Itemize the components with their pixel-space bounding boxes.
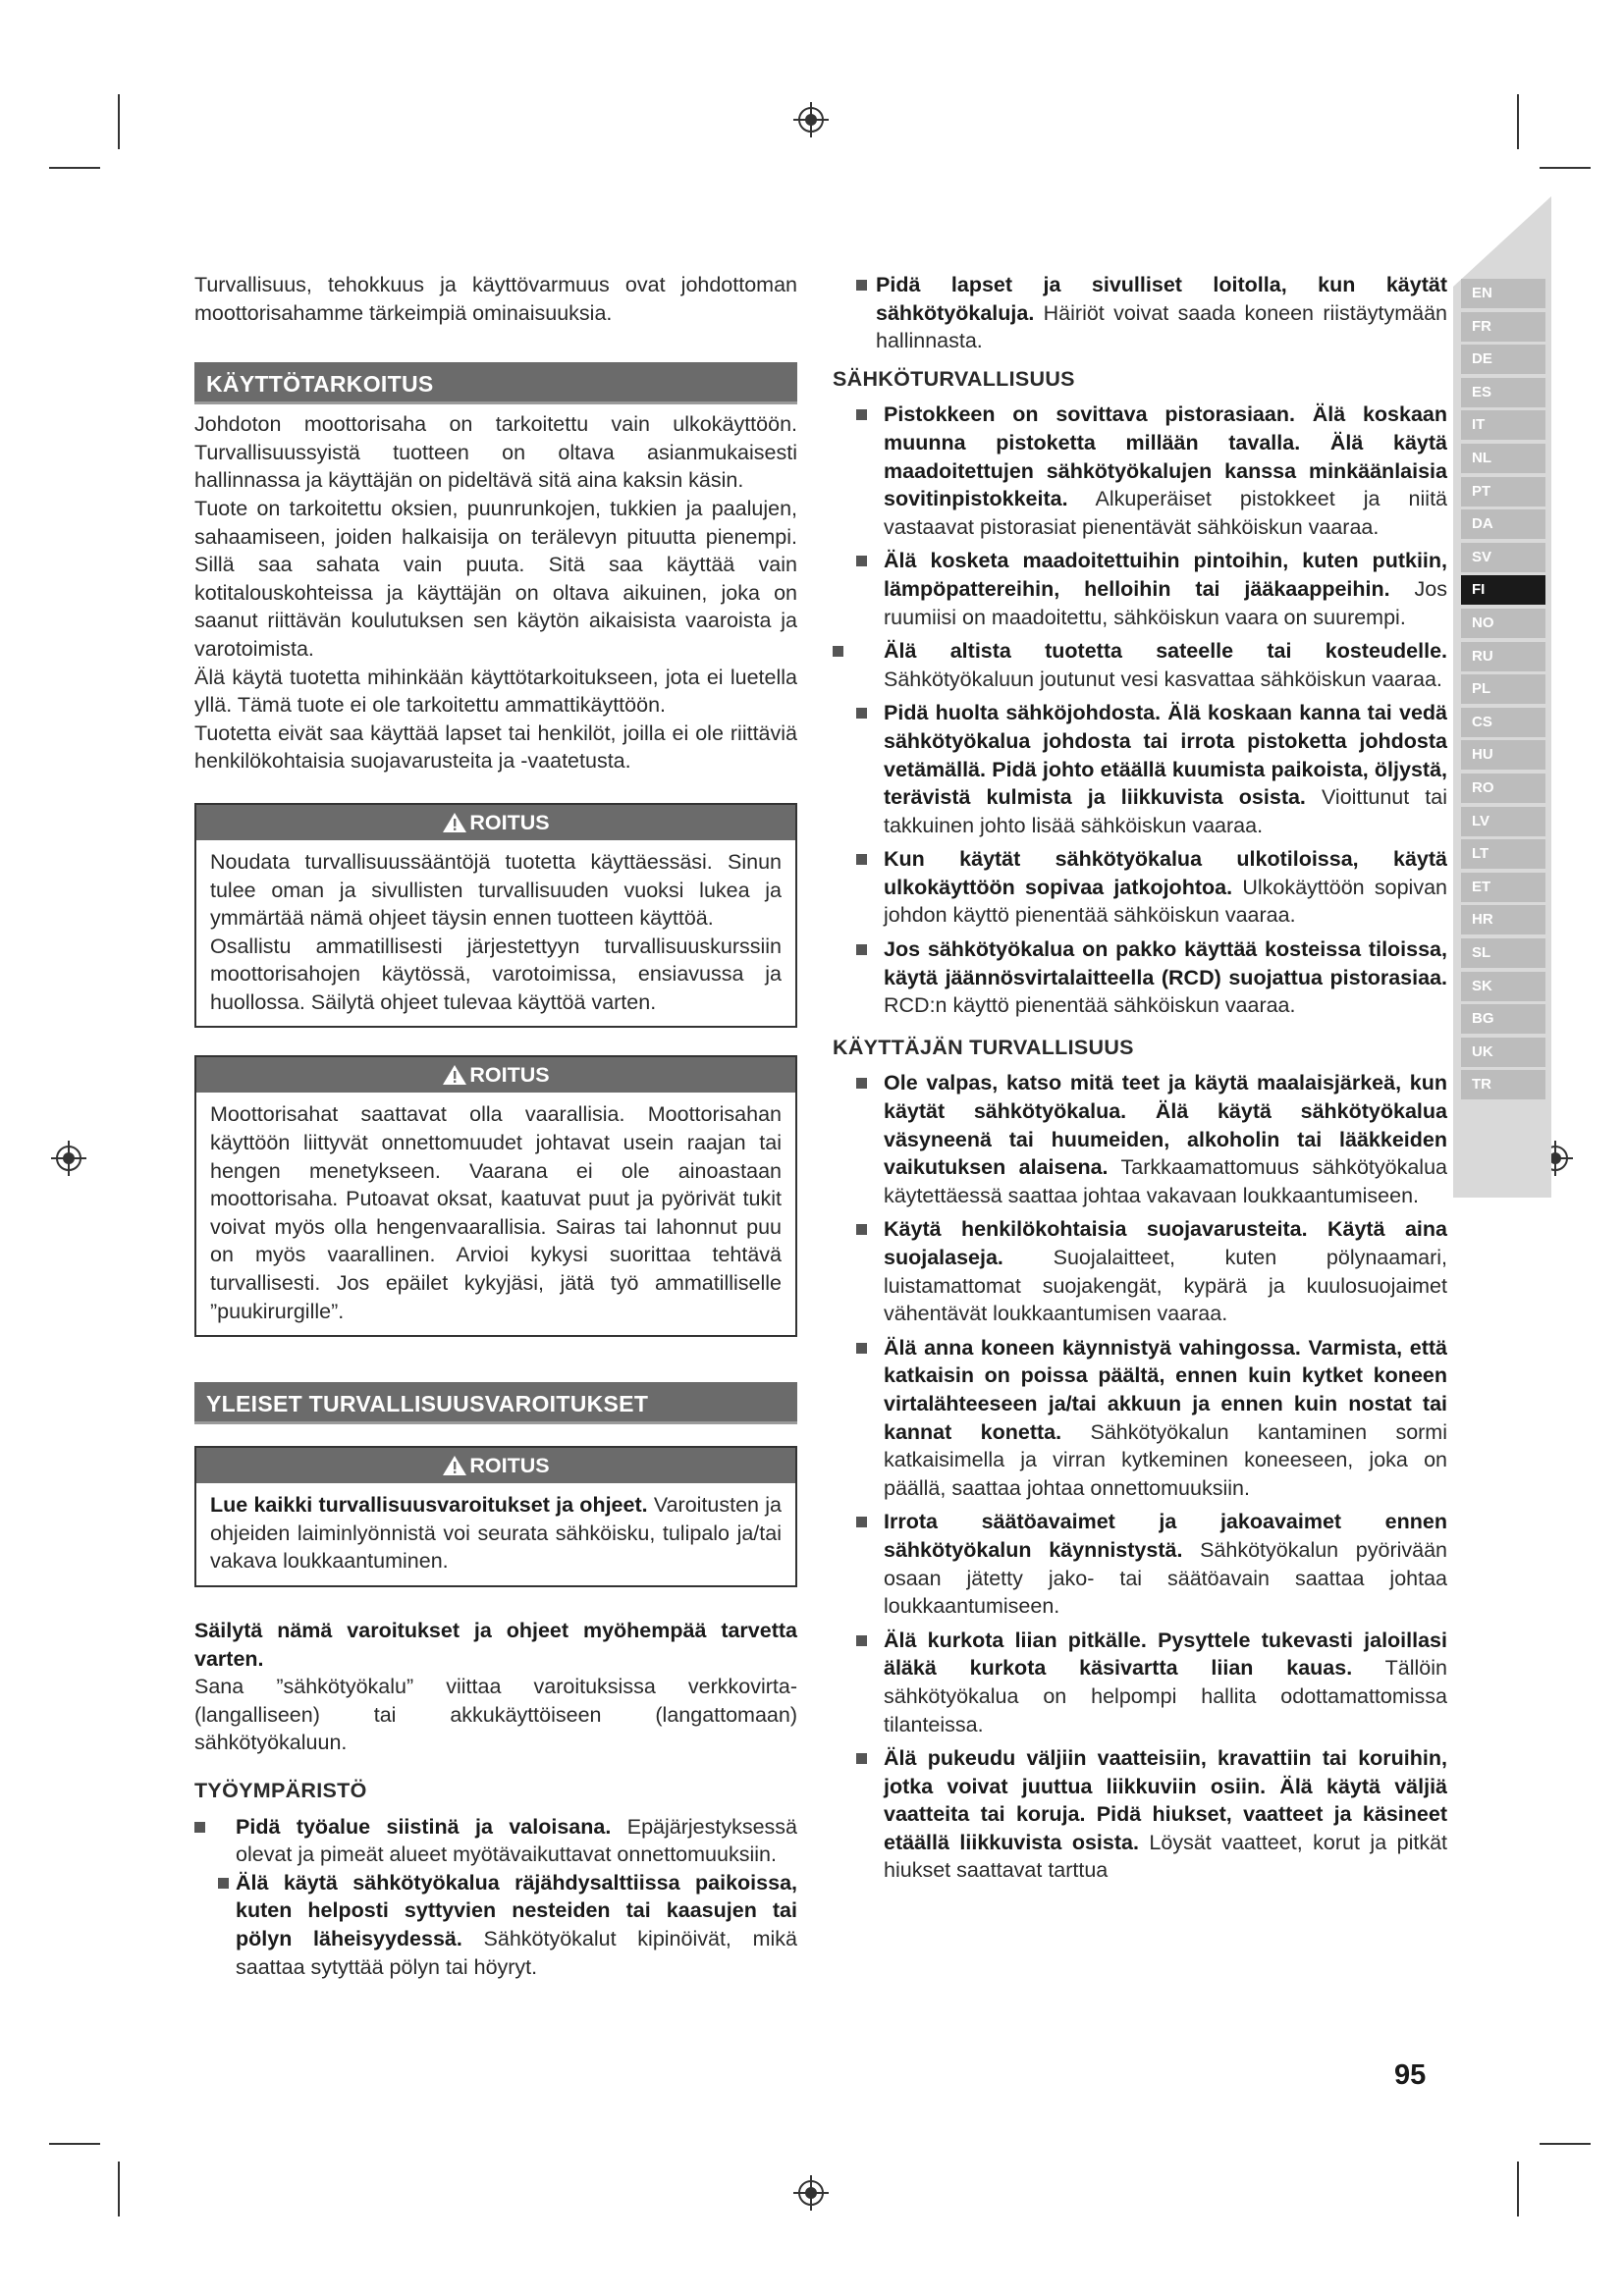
list-item-text: Löysät vaatteet, korut ja pitkät hiukset saattavat tarttua xyxy=(884,1830,1448,1883)
language-tab-fr[interactable]: FR xyxy=(1461,312,1545,342)
language-tab-lt[interactable]: LT xyxy=(1461,839,1545,869)
language-tab-hu[interactable]: HU xyxy=(1461,740,1545,770)
power-tool-term-text: Sana ”sähkötyökalu” viittaa varoituksissa verkkovirta- (langalliseen) tai akkukäyttöiseen (langattomaan) sähkötyökaluun. xyxy=(194,1675,797,1755)
language-tab-hr[interactable]: HR xyxy=(1461,905,1545,934)
bullet-square-icon xyxy=(856,1224,867,1235)
list-item-text: Sähkötyökalun kantaminen sormi katkaisimella ja virran kytkeminen koneeseen, joka on päällä, saattaa johtaa onnettomuuksiin. xyxy=(884,1419,1447,1500)
language-tab-uk[interactable]: UK xyxy=(1461,1038,1545,1067)
crop-mark xyxy=(1517,2162,1519,2216)
language-tab-nl[interactable]: NL xyxy=(1461,444,1545,473)
bullet-square-icon xyxy=(194,1822,205,1833)
language-tab-sk[interactable]: SK xyxy=(1461,972,1545,1001)
list-item xyxy=(833,845,1447,930)
language-tab-en[interactable]: EN xyxy=(1461,279,1545,308)
list-item xyxy=(833,1069,1447,1209)
warning-box xyxy=(194,1446,797,1587)
intro-text: Turvallisuus, tehokkuus ja käyttövarmuus ovat johdottoman moottorisahamme tärkeimpiä ominaisuuksia. xyxy=(194,273,797,325)
crop-mark xyxy=(1540,167,1591,169)
language-tab-es[interactable]: ES xyxy=(1461,378,1545,407)
list-item-text: Sähkötyökalun pyörivään osaan jätetty jako- tai säätöavain saattaa johtaa loukkaantumiseen. xyxy=(884,1537,1448,1619)
list-item-bold: Irrota säätöavaimet ja jakoavaimet ennen sähkötyökalun käynnistystä. xyxy=(884,1510,1447,1562)
list-item-bold: Älä kosketa maadoitettuihin pintoihin, kuten putkiin, lämpöpattereihin, helloihin tai jääkaappeihin. xyxy=(884,549,1447,601)
bullet-square-icon xyxy=(218,1878,229,1889)
crop-mark xyxy=(49,2143,100,2145)
language-tab-de[interactable]: DE xyxy=(1461,345,1545,374)
warning-triangle-icon xyxy=(442,1455,467,1476)
warning-box xyxy=(194,803,797,1029)
language-tab-pt[interactable]: PT xyxy=(1461,477,1545,507)
bullet-square-icon xyxy=(856,556,867,566)
list-item-text: RCD:n käyttö pienentää sähköiskun vaaraa. xyxy=(884,993,1296,1018)
warning-title: ROITUS xyxy=(469,1063,550,1088)
list-item xyxy=(833,1744,1447,1885)
bullet-square-icon xyxy=(856,1635,867,1646)
list-item-bold: Pidä työalue siistinä ja valoisana. xyxy=(236,1814,612,1839)
intended-use-paragraph: Tuotetta eivät saa käyttää lapset tai henkilöt, joilla ei ole riittäviä henkilökohtaisia suojavarusteita ja -vaatetusta. xyxy=(194,721,797,774)
list-item-bold: Pistokkeen on sovittava pistorasiaan. Älä koskaan muunna pistoketta millään tavalla. Älä käytä maadoitettujen sähkötyökalujen kanssa minkäänlaisia sovitinpistokkeita. xyxy=(884,402,1447,511)
list-item xyxy=(833,935,1447,1020)
left-column xyxy=(194,271,797,1981)
language-tab-sl[interactable]: SL xyxy=(1461,938,1545,968)
language-tab-ro[interactable]: RO xyxy=(1461,774,1545,803)
warning-triangle-icon xyxy=(442,1064,467,1086)
list-item xyxy=(833,1508,1447,1620)
list-item-bold: Älä kurkota liian pitkälle. Pysyttele tukevasti jaloillasi äläkä kurkota käsivartta liian kauas. xyxy=(884,1628,1447,1681)
list-item-text: Tarkkaamattomuus sähkötyökalua käytettäessä saattaa johtaa vakavaan loukkaantumiseen. xyxy=(884,1155,1447,1207)
language-tab-da[interactable]: DA xyxy=(1461,509,1545,539)
page-number: 95 xyxy=(1394,2059,1427,2091)
warning-text: Osallistu ammatillisesti järjestettyyn turvallisuuskurssiin moottorisahojen käytössä, varotoimissa, ensiavussa ja huollossa. Säilytä ohjeet tulevaa käyttöä varten. xyxy=(210,934,782,1014)
list-item-text: Sähkötyökaluun joutunut vesi kasvattaa sähköiskun vaaraa. xyxy=(884,667,1442,691)
list-item xyxy=(194,1869,797,1981)
list-item-text: Ulkokäyttöön sopivan johdon käyttö pienentää sähköiskun vaaraa. xyxy=(884,875,1448,928)
subheading-electrical-safety: SÄHKÖTURVALLISUUS xyxy=(833,366,1075,391)
language-tab-pl[interactable]: PL xyxy=(1461,674,1545,704)
list-item-text: Suojalaitteet, kuten pölynaamari, luistamattomat suojakengät, kypärä ja kuulosuojaimet vähentävät loukkaantumisen vaaraa. xyxy=(884,1246,1447,1326)
list-item xyxy=(833,1627,1447,1738)
language-tab-no[interactable]: NO xyxy=(1461,609,1545,638)
warning-triangle-icon xyxy=(442,812,467,833)
list-item-bold: Kun käytät sähkötyökalua ulkotiloissa, käytä ulkokäyttöön sopivaa jatkojohtoa. xyxy=(884,847,1447,899)
bullet-square-icon xyxy=(833,646,843,657)
subheading-personal-safety: KÄYTTÄJÄN TURVALLISUUS xyxy=(833,1035,1134,1059)
crop-mark xyxy=(118,2162,120,2216)
warning-title: ROITUS xyxy=(469,810,550,834)
language-tab-ru[interactable]: RU xyxy=(1461,642,1545,671)
warning-text: Varoitusten ja ohjeiden laiminlyönnistä voi seurata sähköisku, tulipalo ja/tai vakava loukkaantuminen. xyxy=(210,1493,782,1574)
list-item-text: Vioittunut tai takkuinen johto lisää sähköiskun vaaraa. xyxy=(884,785,1447,837)
section-heading-intended-use: KÄYTTÖTARKOITUS xyxy=(194,362,797,404)
list-item-bold: Älä altista tuotetta sateelle tai kosteudelle. xyxy=(884,639,1447,664)
language-tab-cs[interactable]: CS xyxy=(1461,708,1545,737)
bullet-square-icon xyxy=(856,1517,867,1527)
language-tab-bg[interactable]: BG xyxy=(1461,1004,1545,1034)
subheading-work-area: TYÖYMPÄRISTÖ xyxy=(194,1778,367,1802)
electrical-list xyxy=(833,400,1447,1025)
list-item xyxy=(833,400,1447,541)
personal-list xyxy=(833,1069,1447,1891)
list-item xyxy=(833,547,1447,631)
language-tab-it[interactable]: IT xyxy=(1461,410,1545,440)
language-tab-lv[interactable]: LV xyxy=(1461,807,1545,836)
registration-mark-icon xyxy=(51,1141,86,1176)
bullet-square-icon xyxy=(856,854,867,865)
crop-mark xyxy=(1517,94,1519,149)
crop-mark xyxy=(1540,2143,1591,2145)
warning-header xyxy=(196,1448,795,1483)
list-item-text: Sähkötyökalut kipinöivät, mikä saattaa sytyttää pölyn tai höyryt. xyxy=(236,1926,798,1979)
list-item xyxy=(833,271,1447,355)
list-item-text: Häiriöt voivat saada koneen riistäytymään hallinnasta. xyxy=(876,300,1447,353)
right-column xyxy=(833,271,1447,1891)
intended-use-paragraph: Älä käytä tuotetta mihinkään käyttötarkoitukseen, jota ei luetella yllä. Tämä tuote ei ole tarkoitettu ammattikäyttöön. xyxy=(194,665,797,718)
list-item-bold: Pidä huolta sähköjohdosta. Älä koskaan kanna tai vedä sähkötyökalua johdosta tai irrota pistoketta johdosta vetämällä. Pidä johto etäällä kuumista paikoista, öljystä, terävistä kulmista ja liikkuvista osista. xyxy=(884,701,1447,810)
intended-use-paragraph: Johdoton moottorisaha on tarkoitettu vain ulkokäyttöön. Turvallisuussyistä tuotteen on oltava asianmukaisesti hallinnassa ja käyttäjän on pideltävä sitä aina kaksin käsin. xyxy=(194,412,797,493)
warning-text: Noudata turvallisuussääntöjä tuotetta käyttäessäsi. Sinun tulee oman ja sivullisten turvallisuuden vuoksi lukea ja ymmärtää nämä ohjeet täysin ennen tuotteen käyttöä. xyxy=(210,849,782,931)
list-item xyxy=(833,1334,1447,1503)
registration-mark-icon xyxy=(793,2175,829,2211)
warning-title: ROITUS xyxy=(469,1454,550,1478)
bullet-square-icon xyxy=(856,1078,867,1089)
warning-bold-text: Lue kaikki turvallisuusvaroitukset ja ohjeet. xyxy=(210,1493,648,1518)
registration-mark-icon xyxy=(793,102,829,137)
list-item-bold: Pidä lapset ja sivulliset loitolla, kun käytät sähkötyökaluja. xyxy=(876,273,1447,325)
intended-use-paragraph: Tuote on tarkoitettu oksien, puunrunkojen, tukkien ja paalujen, sahaamiseen, joiden halkaisija on terälevyn pituutta pienempi. Sillä saa sahata vain puuta. Sitä saa käyttää vain kotitalouskohteissa ja käyttäjän on oltava aikuinen, joka on saanut riittävän koulutuksen sen käytön aikaisista vaaroista ja varotoimista. xyxy=(194,496,797,661)
crop-mark xyxy=(49,167,100,169)
bullet-square-icon xyxy=(856,1343,867,1354)
bullet-square-icon xyxy=(856,1753,867,1764)
warning-text: Moottorisahat saattavat olla vaarallisia. Moottorisahan käyttöön liittyvät onnettomuudet johtavat usein raajan tai hengen menetykseen. Vaarana ei ole ainoastaan moottorisaha. Putoavat oksat, kaatuvat puut ja pyörivät tukit voivat myös olla hengenvaarallisia. Sairas tai lahonnut puu on myös vaarallinen. Arvioi kykysi suorittaa tehtävä turvallisesti. Jos epäilet kykyjäsi, jätä työ ammatilliselle ”puukirurgille”. xyxy=(210,1102,782,1323)
warning-header xyxy=(196,805,795,840)
language-tab-et[interactable]: ET xyxy=(1461,873,1545,902)
list-item xyxy=(833,637,1447,693)
list-item-text: Alkuperäiset pistokkeet ja niitä vastaavat pistorasiat pienentävät sähköiskun vaaraa. xyxy=(884,487,1447,539)
list-item-bold: Älä käytä sähkötyökalua räjähdysalttiissa paikoissa, kuten helposti syttyvien nesteiden tai kaasujen tai pölyn läheisyydessä. xyxy=(236,1870,797,1950)
language-tab-tr[interactable]: TR xyxy=(1461,1070,1545,1099)
list-item-bold: Käytä henkilökohtaisia suojavarusteita. Käytä aina suojalaseja. xyxy=(884,1217,1447,1269)
keep-instructions-text: Säilytä nämä varoitukset ja ohjeet myöhempää tarvetta varten. xyxy=(194,1619,797,1671)
bullet-square-icon xyxy=(856,280,867,291)
bullet-square-icon xyxy=(856,944,867,955)
list-item xyxy=(833,699,1447,839)
list-item-text: Jos ruumiisi on maadoitettu, sähköiskun vaara on suurempi. xyxy=(884,576,1447,629)
list-item-bold: Älä anna koneen käynnistyä vahingossa. Varmista, että katkaisin on poissa päältä, ennen kuin kytket koneen virtalähteeseen ja/tai akkuun ja ennen kuin nostat tai kannat konetta. xyxy=(884,1335,1447,1444)
language-tab-fi[interactable]: FI xyxy=(1461,575,1545,605)
list-item-bold: Jos sähkötyökalua on pakko käyttää kosteissa tiloissa, käytä jäännösvirtalaitteella (RCD) suojattua pistorasiaa. xyxy=(884,937,1447,989)
section-heading-general-safety: YLEISET TURVALLISUUSVAROITUKSET xyxy=(194,1382,797,1424)
bullet-square-icon xyxy=(856,708,867,719)
list-item xyxy=(194,1813,797,1869)
list-item-text: Epäjärjestyksessä olevat ja pimeät alueet myötävaikuttavat onnettomuuksiin. xyxy=(236,1814,797,1867)
warning-box xyxy=(194,1055,797,1337)
list-item-bold: Ole valpas, katso mitä teet ja käytä maalaisjärkeä, kun käytät sähkötyökalua. Älä käytä sähkötyökalua väsyneenä tai huumeiden, alkoholin tai lääkkeiden vaikutuksen alaisena. xyxy=(884,1071,1447,1180)
list-item xyxy=(833,1215,1447,1327)
list-item-bold: Älä pukeudu väljiin vaatteisiin, kravattiin tai koruihin, jotka voivat juuttua liikkuviin osiin. Älä käytä väljiä vaatteita tai koruja. Pidä hiukset, vaatteet ja käsineet etäällä liikkuvista osista. xyxy=(884,1746,1447,1854)
bullet-square-icon xyxy=(856,409,867,420)
language-tab-sv[interactable]: SV xyxy=(1461,543,1545,572)
list-item-text: Tällöin sähkötyökalua on helpompi hallita odottamattomissa tilanteissa. xyxy=(884,1656,1447,1736)
crop-mark xyxy=(118,94,120,149)
warning-header xyxy=(196,1057,795,1093)
